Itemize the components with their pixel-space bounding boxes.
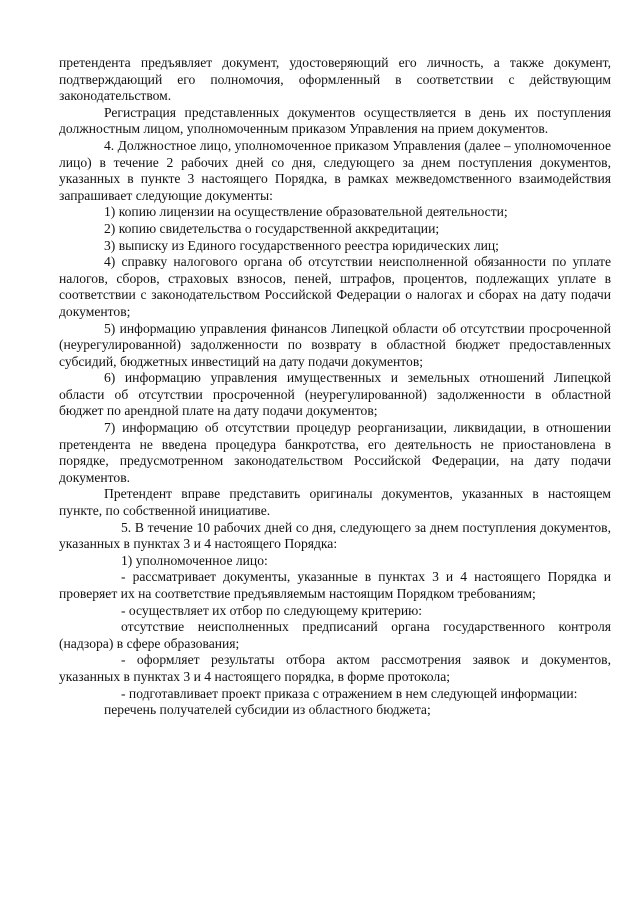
list-item-register-extract: 3) выписку из Единого государственного реестра юридических лиц; [104, 237, 499, 253]
list-item-tax-certificate: 4) справку налогового органа об отсутствии неисполненной обязанности по уплате налогов, сборов, страховых взносов, пеней, штрафов, процентов, подлежащих уплате в соответствии с законодательством Российской Федерации о налогах и сборах на дату подачи документов; [59, 254, 611, 319]
subitem-authorized-person: 1) уполномоченное лицо: [121, 552, 268, 568]
paragraph-applicant-right: Претендент вправе представить оригиналы документов, указанных в настоящем пункте, по собственной инициативе. [59, 486, 611, 519]
document-body [59, 55, 611, 719]
paragraph-item-5: 5. В течение 10 рабочих дней со дня, следующего за днем поступления документов, указанных в пунктах 3 и 4 настоящего Порядка: [59, 519, 611, 552]
list-item-finance-info: 5) информацию управления финансов Липецкой области об отсутствии просроченной (неурегулированной) задолженности по возврату в областной бюджет предоставленных субсидий, бюджетных инвестиций на дату подачи документов; [59, 320, 611, 369]
bullet-reviews-documents: - рассматривает документы, указанные в пунктах 3 и 4 настоящего Порядка и проверяет их на соответствие предъявляемым настоящим Порядком требованиям; [59, 569, 611, 601]
paragraph-item-4: 4. Должностное лицо, уполномоченное приказом Управления (далее – уполномоченное лицо) в течение 2 рабочих дней со дня, следующего за днем поступления документов, указанных в пункте 3 настоящего Порядка, в рамках межведомственного взаимодействия запрашивает следующие документы: [59, 137, 611, 203]
list-item-reorganization-info: 7) информацию об отсутствии процедур реорганизации, ликвидации, в отношении претендента не введена процедура банкротства, его деятельность не приостановлена в порядке, предусмотренном законодательством Российской Федерации, на дату подачи документов. [59, 420, 611, 485]
paragraph-recipients-list: перечень получателей субсидии из областного бюджета; [104, 702, 431, 718]
paragraph-continuation: претендента предъявляет документ, удостоверяющий его личность, а также документ, подтверждающий его полномочия, оформленный в соответствии с действующим законодательством. [59, 55, 611, 104]
list-item-accreditation: 2) копию свидетельства о государственной аккредитации; [104, 220, 440, 236]
bullet-prepares-order: - подготавливает проект приказа с отражением в нем следующей информации: [121, 685, 578, 701]
bullet-formalizes-results: - оформляет результаты отбора актом рассмотрения заявок и документов, указанных в пунктах 3 и 4 настоящего порядка, в форме протокола; [59, 652, 611, 684]
list-item-license: 1) копию лицензии на осуществление образовательной деятельности; [104, 204, 508, 220]
list-item-property-info: 6) информацию управления имущественных и земельных отношений Липецкой области об отсутствии просроченной (неурегулированной) задолженности в областной бюджет по арендной плате на дату подачи документов; [59, 370, 611, 419]
bullet-selection-criterion: - осуществляет их отбор по следующему критерию: [121, 602, 423, 618]
paragraph-criterion: отсутствие неисполненных предписаний органа государственного контроля (надзора) в сфере образования; [59, 619, 611, 651]
paragraph-registration: Регистрация представленных документов осуществляется в день их поступления должностным лицом, уполномоченным приказом Управления на прием документов. [59, 104, 611, 137]
